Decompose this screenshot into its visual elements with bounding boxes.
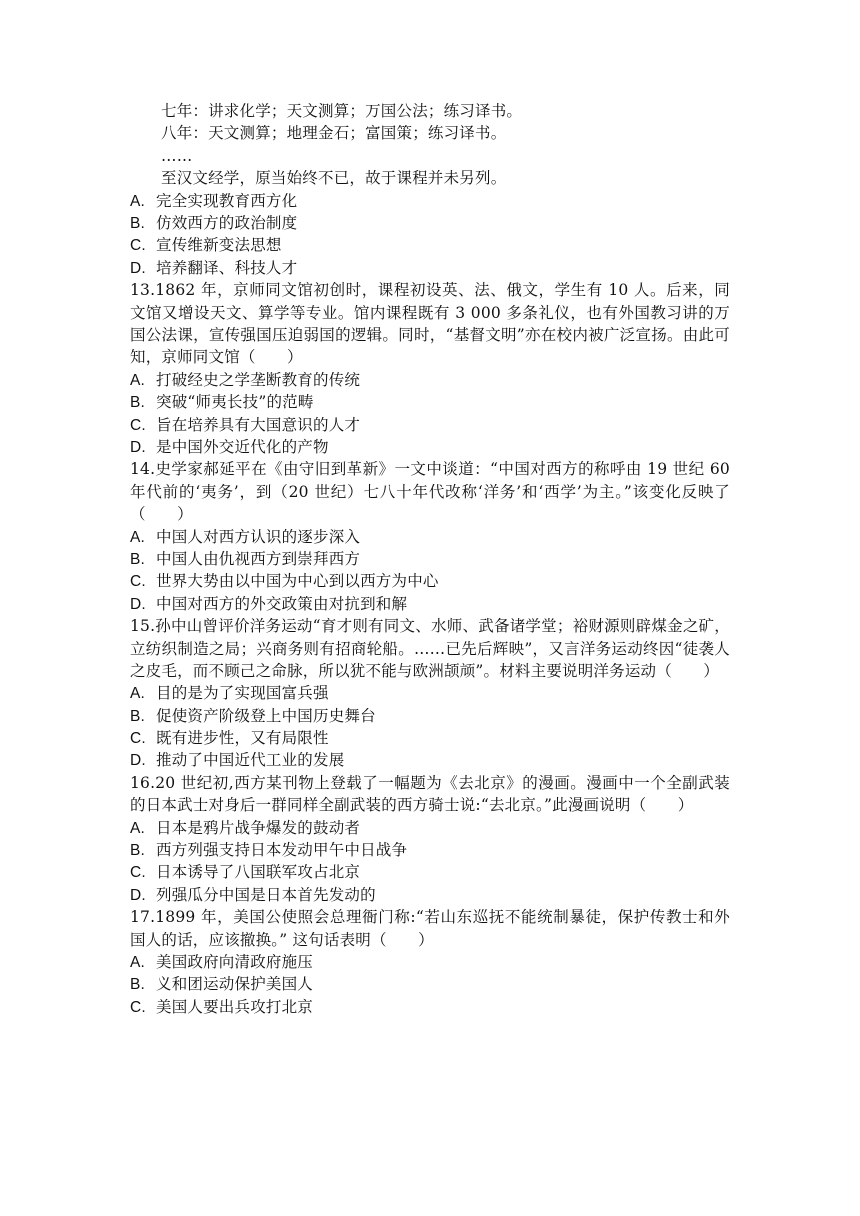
option-letter: B. [130,976,146,994]
ellipsis-line: …… [161,146,193,165]
option-text: 西方列强支持日本发动甲午中日战争 [156,841,408,860]
option-text: 列强瓜分中国是日本首先发动的 [156,885,376,904]
option-text: 中国人由仇视西方到崇拜西方 [156,549,361,568]
q13-option-b [130,391,730,413]
option-letter: D. [130,595,146,613]
option-text: 是中国外交近代化的产物 [156,437,329,456]
option-letter: C. [130,416,146,434]
q14-option-a [130,526,730,548]
question-12-continuation [130,100,730,279]
option-text: 旨在培养具有大国意识的人才 [156,415,361,434]
q17-option-c [130,996,730,1018]
option-letter: C. [130,573,146,591]
option-letter: B. [130,214,146,232]
question-15 [130,615,730,772]
question-13-stem: 13.1862 年，京师同文馆初创时，课程初设英、法、俄文，学生有 10 人。后来，同文馆又增设天文、算学等专业。馆内课程既有 3 000 多条礼仪，也有外国教习讲的万国公法课，宣传强国压迫弱国的逻辑。同时，“基督文明”亦在校内被广泛宣扬。由此可知，京师同文馆（ ） [130,281,730,367]
source-line-year-7: 七年：讲求化学；天文测算；万国公法；练习译书。 [161,102,523,120]
question-17 [130,906,730,1018]
source-line-classics: 至汉文经学，原当始终不已，故于课程并未另列。 [161,169,507,188]
option-text: 目的是为了实现国富兵强 [156,684,329,703]
option-letter: B. [130,707,146,725]
option-letter: D. [130,259,146,277]
source-line-year-8: 八年：天文测算；地理金石；富国策；练习译书。 [161,124,507,143]
option-letter: C. [130,864,146,882]
question-13 [130,279,730,458]
option-text: 仿效西方的政治制度 [156,213,298,232]
q16-option-b [130,839,730,861]
option-text: 美国政府向清政府施压 [156,953,314,972]
q12-option-d [130,257,730,279]
option-letter: C. [130,998,146,1016]
question-16 [130,772,730,906]
option-text: 宣传维新变法思想 [156,236,282,255]
q17-option-a [130,951,730,973]
option-text: 打破经史之学垄断教育的传统 [156,370,361,389]
option-letter: C. [130,237,146,255]
question-17-stem: 17.1899 年，美国公使照会总理衙门称:“若山东巡抚不能统制暴徒，保护传教士和外国人的话，应该撤换。” 这句话表明（ ） [130,908,730,949]
q15-option-a [130,682,730,704]
question-15-stem: 15.孙中山曾评价洋务运动“育才则有同文、水师、武备诸学堂；裕财源则辟煤金之矿，立纺织制造之局；兴商务则有招商轮船。……已先后辉映”，又言洋务运动终因“徒袭人之皮毛，而不顾己之命脉，所以犹不能与欧洲颉颃”。材料主要说明洋务运动（ ） [130,617,730,680]
option-text: 中国人对西方认识的逐步深入 [156,527,361,546]
option-text: 突破“师夷长技”的范畴 [156,393,314,412]
option-letter: C. [130,730,146,748]
option-text: 日本诱导了八国联军攻占北京 [156,863,361,882]
option-text: 美国人要出兵攻打北京 [156,997,314,1016]
q12-option-b [130,212,730,234]
document-page [130,100,730,1018]
option-text: 促使资产阶级登上中国历史舞台 [156,706,376,725]
option-letter: A. [130,371,146,389]
q17-option-b [130,973,730,995]
option-letter: B. [130,550,146,568]
option-text: 义和团运动保护美国人 [156,975,314,994]
q16-option-d [130,884,730,906]
option-letter: B. [130,842,146,860]
q14-option-d [130,593,730,615]
q15-option-c [130,727,730,749]
option-letter: A. [130,192,146,210]
option-text: 推动了中国近代工业的发展 [156,751,345,770]
q12-option-c [130,234,730,256]
q16-option-c [130,861,730,883]
q15-option-d [130,749,730,771]
option-text: 中国对西方的外交政策由对抗到和解 [156,594,408,613]
option-letter: D. [130,752,146,770]
q13-option-d [130,436,730,458]
q13-option-c [130,414,730,436]
option-letter: A. [130,954,146,972]
q14-option-b [130,548,730,570]
q13-option-a [130,369,730,391]
q14-option-c [130,570,730,592]
option-text: 日本是鸦片战争爆发的鼓动者 [156,818,361,837]
q16-option-a [130,817,730,839]
question-14 [130,458,730,615]
option-letter: D. [130,438,146,456]
q15-option-b [130,705,730,727]
option-letter: B. [130,394,146,412]
question-14-stem: 14.史学家郝延平在《由守旧到革新》一文中谈道：“中国对西方的称呼由 19 世纪 60 年代前的‘夷务’，到（20 世纪）七八十年代改称‘洋务’和‘西学’为主。”该变化反映了（ ） [130,460,730,524]
option-text: 既有进步性，又有局限性 [156,729,329,748]
option-letter: A. [130,528,146,546]
option-letter: D. [130,886,146,904]
option-letter: A. [130,685,146,703]
option-letter: A. [130,819,146,837]
q12-option-a [130,190,730,212]
question-16-stem: 16.20 世纪初,西方某刊物上登载了一幅题为《去北京》的漫画。漫画中一个全副武装的日本武士对身后一群同样全副武装的西方骑士说:“去北京。”此漫画说明（ ） [130,773,730,815]
option-text: 培养翻译、科技人才 [156,258,298,277]
option-text: 世界大势由以中国为中心到以西方为中心 [156,572,439,591]
option-text: 完全实现教育西方化 [156,191,298,210]
